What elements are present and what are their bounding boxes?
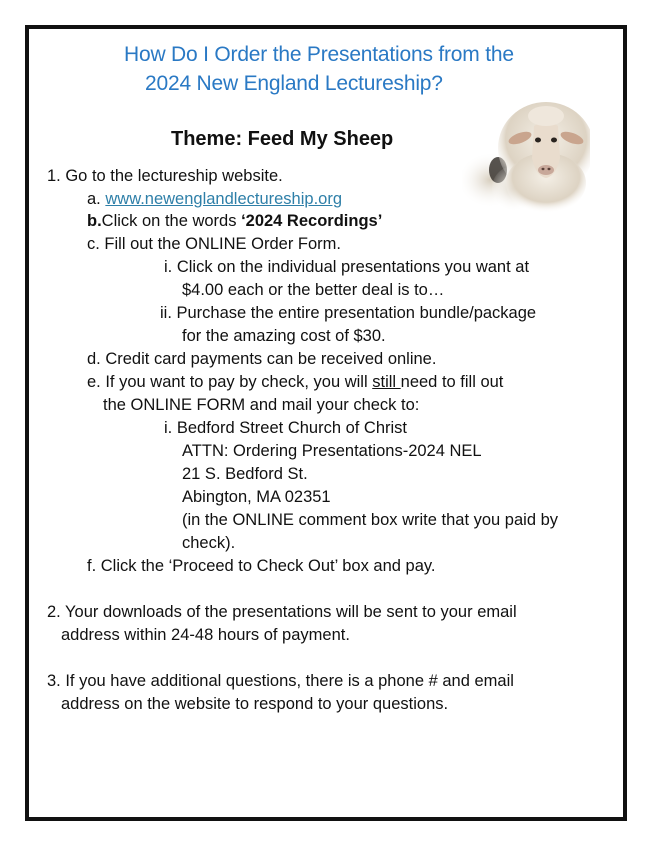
step-1c-ii-2: for the amazing cost of $30. [182,327,386,345]
step-1b [87,210,382,232]
address-line-4: Abington, MA 02351 [182,488,331,506]
address-line-3: 21 S. Bedford St. [182,465,308,483]
step-2-line-2: address within 24-48 hours of payment. [61,626,350,644]
step-1c-ii-1: ii. Purchase the entire presentation bundle/package [160,304,537,322]
step-1c: c. Fill out the ONLINE Order Form. [87,235,341,253]
step-1a [87,188,342,210]
step-3-line-2: address on the website to respond to your questions. [61,695,449,713]
theme-heading: Theme: Feed My Sheep [171,128,394,150]
sheep-image [462,88,590,220]
step-1e-pre: e. If you want to pay by check, you will [87,373,373,391]
step-1b-label: b. [87,212,102,230]
step-1e-still: still [372,373,401,391]
step-1c-i-2: $4.00 each or the better deal is to… [182,281,445,299]
step-1c-i-1: i. Click on the individual presentations you want at [164,258,530,276]
step-1d: d. Credit card payments can be received online. [87,350,437,368]
step-1b-text: Click on the words [101,212,242,230]
step-1e-post: need to fill out [400,373,504,391]
step-3-line-1: 3. If you have additional questions, there is a phone # and email [47,672,514,690]
step-1e-line-2: the ONLINE FORM and mail your check to: [103,396,420,414]
address-line-6: check). [182,534,236,552]
step-1b-bold: ‘2024 Recordings’ [241,212,383,230]
step-1: 1. Go to the lectureship website. [47,167,283,185]
step-2-line-1: 2. Your downloads of the presentations will be sent to your email [47,603,517,621]
step-1e-line-1 [87,371,503,393]
address-line-1: i. Bedford Street Church of Christ [164,419,408,437]
step-1f: f. Click the ‘Proceed to Check Out’ box and pay. [87,557,436,575]
address-line-5: (in the ONLINE comment box write that you paid by [182,511,559,529]
step-1a-label: a. [87,190,101,208]
title-line-1: How Do I Order the Presentations from the [124,43,514,66]
title-line-2: 2024 New England Lectureship? [145,72,443,95]
address-line-2: ATTN: Ordering Presentations-2024 NEL [182,442,482,460]
website-link[interactable]: www.newenglandlectureship.org [105,190,342,208]
